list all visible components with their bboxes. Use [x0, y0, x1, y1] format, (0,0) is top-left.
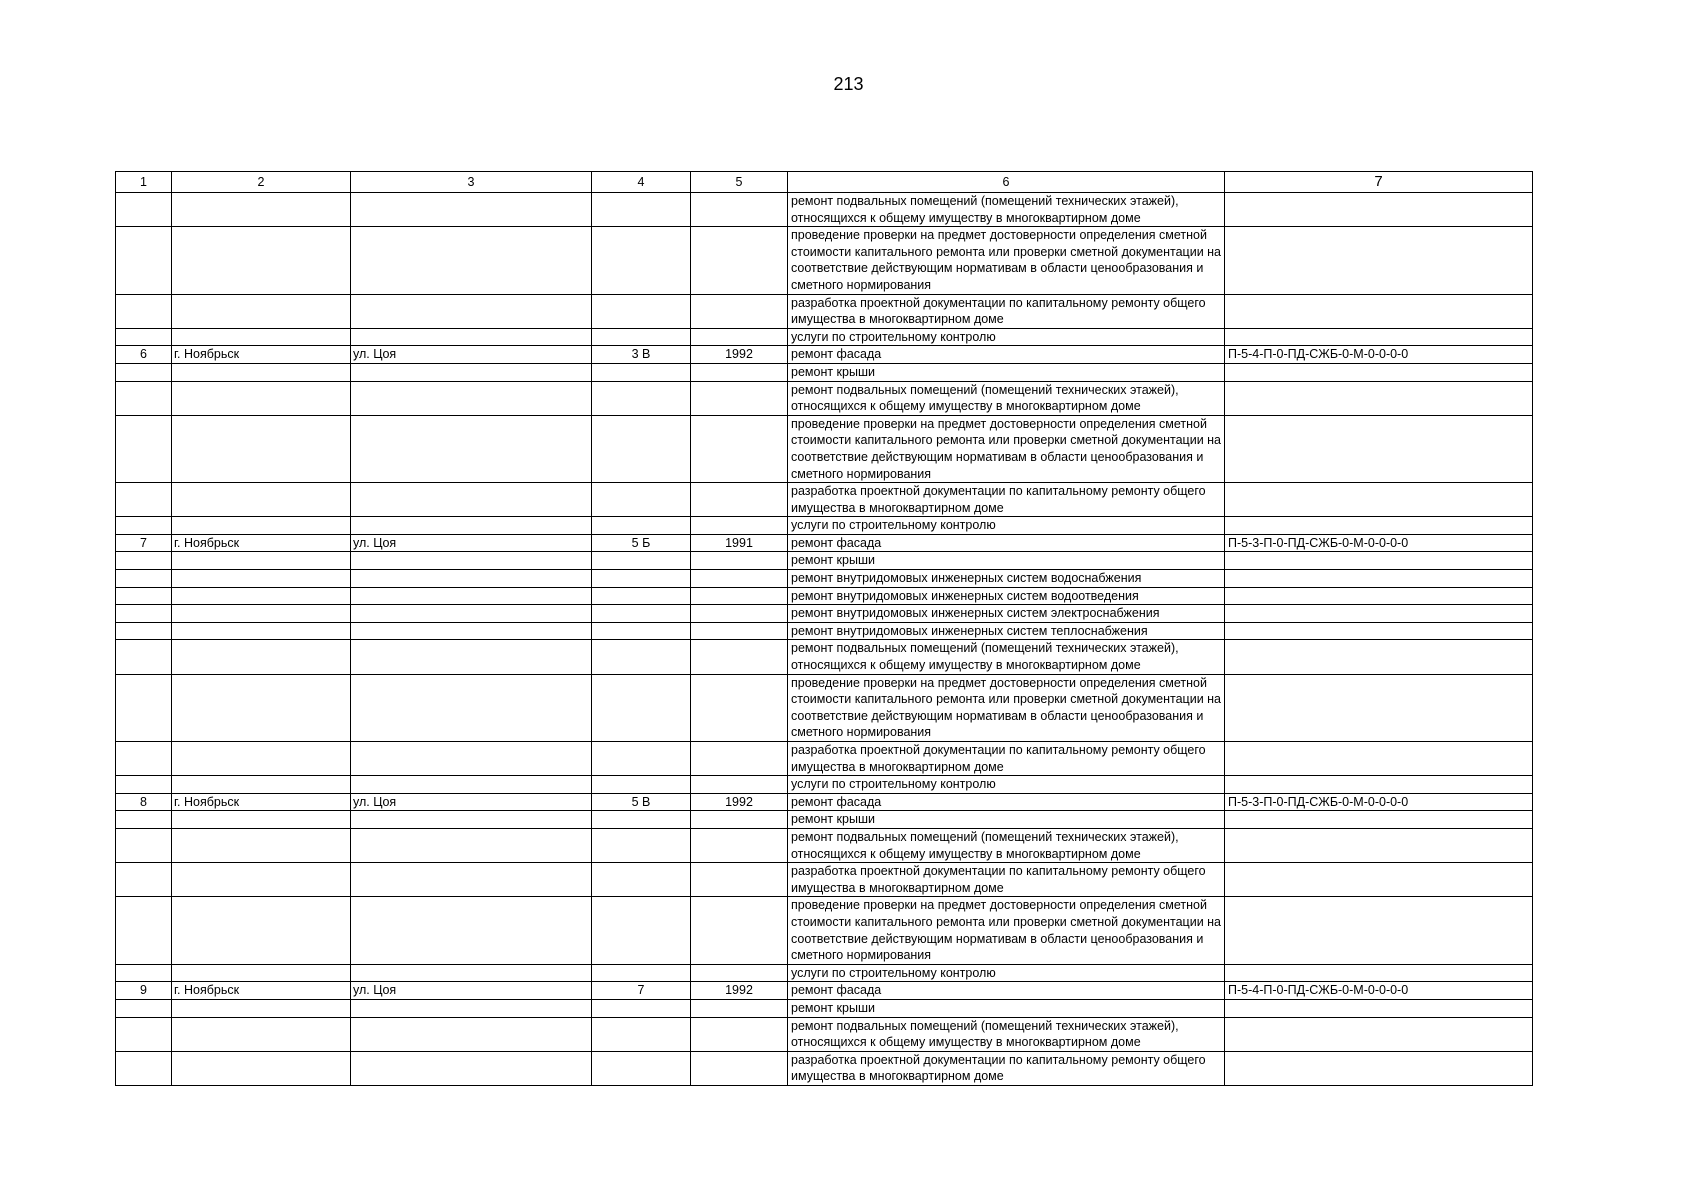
- table-row: [116, 193, 1533, 227]
- year-built-cell: [691, 863, 788, 897]
- building-code-cell: [1225, 483, 1533, 517]
- building-code-cell: [1225, 1017, 1533, 1051]
- table-row: [116, 982, 1533, 1000]
- house-number-cell: [592, 640, 691, 674]
- work-type-cell: ремонт внутридомовых инженерных систем водоотведения: [788, 587, 1225, 605]
- work-type-cell: разработка проектной документации по капитальному ремонту общего имущества в многоквартирном доме: [788, 483, 1225, 517]
- table-row: [116, 1051, 1533, 1085]
- building-code-cell: [1225, 570, 1533, 588]
- city-cell: [172, 605, 351, 623]
- work-type-cell: ремонт фасада: [788, 793, 1225, 811]
- row-number-cell: [116, 897, 172, 964]
- house-number-cell: [592, 674, 691, 741]
- city-cell: [172, 552, 351, 570]
- table-row: [116, 517, 1533, 535]
- table-row: [116, 415, 1533, 482]
- table-row: [116, 964, 1533, 982]
- building-code-cell: [1225, 863, 1533, 897]
- building-code-cell: [1225, 381, 1533, 415]
- house-number-cell: 5 Б: [592, 534, 691, 552]
- row-number-cell: [116, 605, 172, 623]
- year-built-cell: [691, 193, 788, 227]
- year-built-cell: [691, 674, 788, 741]
- building-code-cell: [1225, 227, 1533, 294]
- table-row: [116, 828, 1533, 862]
- street-cell: [351, 363, 592, 381]
- city-cell: [172, 227, 351, 294]
- building-code-cell: [1225, 999, 1533, 1017]
- row-number-cell: [116, 227, 172, 294]
- street-cell: [351, 999, 592, 1017]
- work-type-cell: проведение проверки на предмет достоверности определения сметной стоимости капитального ремонта или проверки сметной документации на соответствие действующим нормативам в области ценообразования и сметного нормирования: [788, 674, 1225, 741]
- city-cell: [172, 381, 351, 415]
- city-cell: [172, 742, 351, 776]
- work-type-cell: проведение проверки на предмет достоверности определения сметной стоимости капитального ремонта или проверки сметной документации на соответствие действующим нормативам в области ценообразования и сметного нормирования: [788, 227, 1225, 294]
- city-cell: [172, 674, 351, 741]
- street-cell: [351, 863, 592, 897]
- city-cell: [172, 1017, 351, 1051]
- building-code-cell: [1225, 605, 1533, 623]
- building-code-cell: [1225, 587, 1533, 605]
- house-number-cell: [592, 776, 691, 794]
- row-number-cell: [116, 999, 172, 1017]
- street-cell: [351, 964, 592, 982]
- work-type-cell: ремонт фасада: [788, 982, 1225, 1000]
- city-cell: [172, 517, 351, 535]
- work-type-cell: ремонт крыши: [788, 552, 1225, 570]
- year-built-cell: [691, 605, 788, 623]
- work-type-cell: проведение проверки на предмет достоверности определения сметной стоимости капитального ремонта или проверки сметной документации на соответствие действующим нормативам в области ценообразования и сметного нормирования: [788, 415, 1225, 482]
- street-cell: [351, 483, 592, 517]
- year-built-cell: [691, 742, 788, 776]
- city-cell: [172, 570, 351, 588]
- city-cell: [172, 811, 351, 829]
- table-row: [116, 674, 1533, 741]
- header-cell-3: 3: [351, 172, 592, 193]
- table-row: [116, 793, 1533, 811]
- year-built-cell: [691, 640, 788, 674]
- year-built-cell: [691, 811, 788, 829]
- header-cell-7: 7: [1225, 172, 1533, 193]
- row-number-cell: [116, 811, 172, 829]
- work-type-cell: услуги по строительному контролю: [788, 517, 1225, 535]
- street-cell: [351, 811, 592, 829]
- city-cell: [172, 294, 351, 328]
- header-cell-6: 6: [788, 172, 1225, 193]
- row-number-cell: [116, 294, 172, 328]
- building-code-cell: [1225, 622, 1533, 640]
- work-type-cell: услуги по строительному контролю: [788, 964, 1225, 982]
- city-cell: [172, 622, 351, 640]
- header-cell-2: 2: [172, 172, 351, 193]
- row-number-cell: [116, 193, 172, 227]
- house-number-cell: [592, 415, 691, 482]
- city-cell: [172, 964, 351, 982]
- work-type-cell: ремонт фасада: [788, 346, 1225, 364]
- table-row: [116, 587, 1533, 605]
- row-number-cell: 9: [116, 982, 172, 1000]
- building-code-cell: [1225, 674, 1533, 741]
- work-type-cell: ремонт подвальных помещений (помещений технических этажей), относящихся к общему имуществу в многоквартирном доме: [788, 1017, 1225, 1051]
- house-number-cell: 7: [592, 982, 691, 1000]
- year-built-cell: 1992: [691, 793, 788, 811]
- house-number-cell: [592, 811, 691, 829]
- city-cell: г. Ноябрьск: [172, 534, 351, 552]
- work-type-cell: ремонт подвальных помещений (помещений технических этажей), относящихся к общему имуществу в многоквартирном доме: [788, 828, 1225, 862]
- year-built-cell: [691, 517, 788, 535]
- house-number-cell: [592, 587, 691, 605]
- building-code-cell: [1225, 776, 1533, 794]
- header-cell-1: 1: [116, 172, 172, 193]
- header-cell-4: 4: [592, 172, 691, 193]
- year-built-cell: [691, 381, 788, 415]
- year-built-cell: [691, 227, 788, 294]
- building-code-cell: [1225, 415, 1533, 482]
- house-number-cell: [592, 570, 691, 588]
- table-row: [116, 381, 1533, 415]
- row-number-cell: [116, 363, 172, 381]
- house-number-cell: [592, 964, 691, 982]
- table-row: [116, 346, 1533, 364]
- house-number-cell: [592, 605, 691, 623]
- work-type-cell: ремонт внутридомовых инженерных систем электроснабжения: [788, 605, 1225, 623]
- city-cell: [172, 863, 351, 897]
- building-code-cell: [1225, 193, 1533, 227]
- row-number-cell: 8: [116, 793, 172, 811]
- building-code-cell: [1225, 897, 1533, 964]
- house-number-cell: 3 В: [592, 346, 691, 364]
- work-type-cell: разработка проектной документации по капитальному ремонту общего имущества в многоквартирном доме: [788, 1051, 1225, 1085]
- table-row: [116, 811, 1533, 829]
- city-cell: г. Ноябрьск: [172, 346, 351, 364]
- house-number-cell: [592, 897, 691, 964]
- street-cell: [351, 640, 592, 674]
- table-row: [116, 999, 1533, 1017]
- table-row: [116, 1017, 1533, 1051]
- city-cell: [172, 1051, 351, 1085]
- house-number-cell: [592, 517, 691, 535]
- street-cell: [351, 828, 592, 862]
- city-cell: [172, 828, 351, 862]
- house-number-cell: [592, 483, 691, 517]
- table-row: [116, 897, 1533, 964]
- row-number-cell: [116, 640, 172, 674]
- street-cell: [351, 294, 592, 328]
- street-cell: [351, 570, 592, 588]
- building-code-cell: П-5-3-П-0-ПД-СЖБ-0-М-0-0-0-0: [1225, 534, 1533, 552]
- house-number-cell: [592, 828, 691, 862]
- building-code-cell: [1225, 552, 1533, 570]
- building-code-cell: [1225, 328, 1533, 346]
- year-built-cell: [691, 363, 788, 381]
- row-number-cell: 7: [116, 534, 172, 552]
- row-number-cell: [116, 742, 172, 776]
- city-cell: [172, 328, 351, 346]
- house-number-cell: [592, 742, 691, 776]
- city-cell: [172, 483, 351, 517]
- city-cell: [172, 193, 351, 227]
- year-built-cell: [691, 622, 788, 640]
- year-built-cell: [691, 415, 788, 482]
- year-built-cell: 1992: [691, 982, 788, 1000]
- row-number-cell: [116, 552, 172, 570]
- table-row: [116, 622, 1533, 640]
- work-type-cell: разработка проектной документации по капитальному ремонту общего имущества в многоквартирном доме: [788, 294, 1225, 328]
- street-cell: [351, 1051, 592, 1085]
- street-cell: [351, 193, 592, 227]
- city-cell: [172, 415, 351, 482]
- street-cell: [351, 587, 592, 605]
- house-number-cell: [592, 294, 691, 328]
- year-built-cell: [691, 1051, 788, 1085]
- street-cell: [351, 605, 592, 623]
- work-type-cell: ремонт фасада: [788, 534, 1225, 552]
- row-number-cell: [116, 570, 172, 588]
- table-row: [116, 640, 1533, 674]
- table-row: [116, 570, 1533, 588]
- city-cell: [172, 897, 351, 964]
- work-type-cell: ремонт подвальных помещений (помещений технических этажей), относящихся к общему имуществу в многоквартирном доме: [788, 381, 1225, 415]
- year-built-cell: [691, 964, 788, 982]
- year-built-cell: [691, 328, 788, 346]
- street-cell: [351, 328, 592, 346]
- year-built-cell: [691, 999, 788, 1017]
- row-number-cell: 6: [116, 346, 172, 364]
- works-table: [115, 171, 1533, 1086]
- table-row: [116, 742, 1533, 776]
- house-number-cell: [592, 622, 691, 640]
- street-cell: [351, 1017, 592, 1051]
- house-number-cell: [592, 227, 691, 294]
- house-number-cell: [592, 863, 691, 897]
- work-type-cell: ремонт крыши: [788, 811, 1225, 829]
- work-type-cell: проведение проверки на предмет достоверности определения сметной стоимости капитального ремонта или проверки сметной документации на соответствие действующим нормативам в области ценообразования и сметного нормирования: [788, 897, 1225, 964]
- row-number-cell: [116, 587, 172, 605]
- year-built-cell: 1991: [691, 534, 788, 552]
- year-built-cell: [691, 828, 788, 862]
- street-cell: [351, 415, 592, 482]
- street-cell: [351, 227, 592, 294]
- house-number-cell: [592, 363, 691, 381]
- city-cell: [172, 999, 351, 1017]
- work-type-cell: ремонт подвальных помещений (помещений технических этажей), относящихся к общему имуществу в многоквартирном доме: [788, 193, 1225, 227]
- house-number-cell: [592, 1051, 691, 1085]
- city-cell: г. Ноябрьск: [172, 793, 351, 811]
- row-number-cell: [116, 381, 172, 415]
- building-code-cell: [1225, 828, 1533, 862]
- house-number-cell: [592, 381, 691, 415]
- building-code-cell: [1225, 742, 1533, 776]
- year-built-cell: [691, 587, 788, 605]
- table-row: [116, 483, 1533, 517]
- header-cell-5: 5: [691, 172, 788, 193]
- city-cell: [172, 640, 351, 674]
- year-built-cell: 1992: [691, 346, 788, 364]
- year-built-cell: [691, 1017, 788, 1051]
- street-cell: ул. Цоя: [351, 793, 592, 811]
- work-type-cell: ремонт крыши: [788, 999, 1225, 1017]
- building-code-cell: [1225, 1051, 1533, 1085]
- row-number-cell: [116, 674, 172, 741]
- table-row: [116, 863, 1533, 897]
- street-cell: [351, 552, 592, 570]
- row-number-cell: [116, 415, 172, 482]
- work-type-cell: ремонт подвальных помещений (помещений технических этажей), относящихся к общему имуществу в многоквартирном доме: [788, 640, 1225, 674]
- year-built-cell: [691, 294, 788, 328]
- building-code-cell: [1225, 640, 1533, 674]
- table-row: [116, 534, 1533, 552]
- street-cell: [351, 776, 592, 794]
- city-cell: [172, 776, 351, 794]
- house-number-cell: [592, 328, 691, 346]
- house-number-cell: [592, 552, 691, 570]
- work-type-cell: услуги по строительному контролю: [788, 328, 1225, 346]
- row-number-cell: [116, 1017, 172, 1051]
- work-type-cell: разработка проектной документации по капитальному ремонту общего имущества в многоквартирном доме: [788, 742, 1225, 776]
- row-number-cell: [116, 964, 172, 982]
- work-type-cell: ремонт крыши: [788, 363, 1225, 381]
- row-number-cell: [116, 776, 172, 794]
- building-code-cell: [1225, 517, 1533, 535]
- building-code-cell: [1225, 363, 1533, 381]
- street-cell: [351, 381, 592, 415]
- street-cell: [351, 897, 592, 964]
- table-row: [116, 776, 1533, 794]
- street-cell: ул. Цоя: [351, 534, 592, 552]
- building-code-cell: П-5-4-П-0-ПД-СЖБ-0-М-0-0-0-0: [1225, 346, 1533, 364]
- work-type-cell: разработка проектной документации по капитальному ремонту общего имущества в многоквартирном доме: [788, 863, 1225, 897]
- street-cell: ул. Цоя: [351, 346, 592, 364]
- table-row: [116, 605, 1533, 623]
- building-code-cell: [1225, 294, 1533, 328]
- work-type-cell: ремонт внутридомовых инженерных систем теплоснабжения: [788, 622, 1225, 640]
- building-code-cell: П-5-4-П-0-ПД-СЖБ-0-М-0-0-0-0: [1225, 982, 1533, 1000]
- work-type-cell: ремонт внутридомовых инженерных систем водоснабжения: [788, 570, 1225, 588]
- building-code-cell: [1225, 811, 1533, 829]
- row-number-cell: [116, 1051, 172, 1085]
- table-header-row: [116, 172, 1533, 193]
- table-row: [116, 328, 1533, 346]
- street-cell: [351, 517, 592, 535]
- year-built-cell: [691, 483, 788, 517]
- row-number-cell: [116, 328, 172, 346]
- row-number-cell: [116, 483, 172, 517]
- city-cell: [172, 363, 351, 381]
- house-number-cell: 5 В: [592, 793, 691, 811]
- table-row: [116, 363, 1533, 381]
- row-number-cell: [116, 828, 172, 862]
- row-number-cell: [116, 622, 172, 640]
- building-code-cell: [1225, 964, 1533, 982]
- table-row: [116, 227, 1533, 294]
- city-cell: [172, 587, 351, 605]
- table-row: [116, 294, 1533, 328]
- row-number-cell: [116, 517, 172, 535]
- work-type-cell: услуги по строительному контролю: [788, 776, 1225, 794]
- table-row: [116, 552, 1533, 570]
- house-number-cell: [592, 193, 691, 227]
- year-built-cell: [691, 776, 788, 794]
- street-cell: [351, 622, 592, 640]
- year-built-cell: [691, 570, 788, 588]
- city-cell: г. Ноябрьск: [172, 982, 351, 1000]
- street-cell: [351, 674, 592, 741]
- year-built-cell: [691, 552, 788, 570]
- house-number-cell: [592, 1017, 691, 1051]
- street-cell: ул. Цоя: [351, 982, 592, 1000]
- row-number-cell: [116, 863, 172, 897]
- building-code-cell: П-5-3-П-0-ПД-СЖБ-0-М-0-0-0-0: [1225, 793, 1533, 811]
- street-cell: [351, 742, 592, 776]
- year-built-cell: [691, 897, 788, 964]
- page-number: 213: [833, 74, 864, 94]
- house-number-cell: [592, 999, 691, 1017]
